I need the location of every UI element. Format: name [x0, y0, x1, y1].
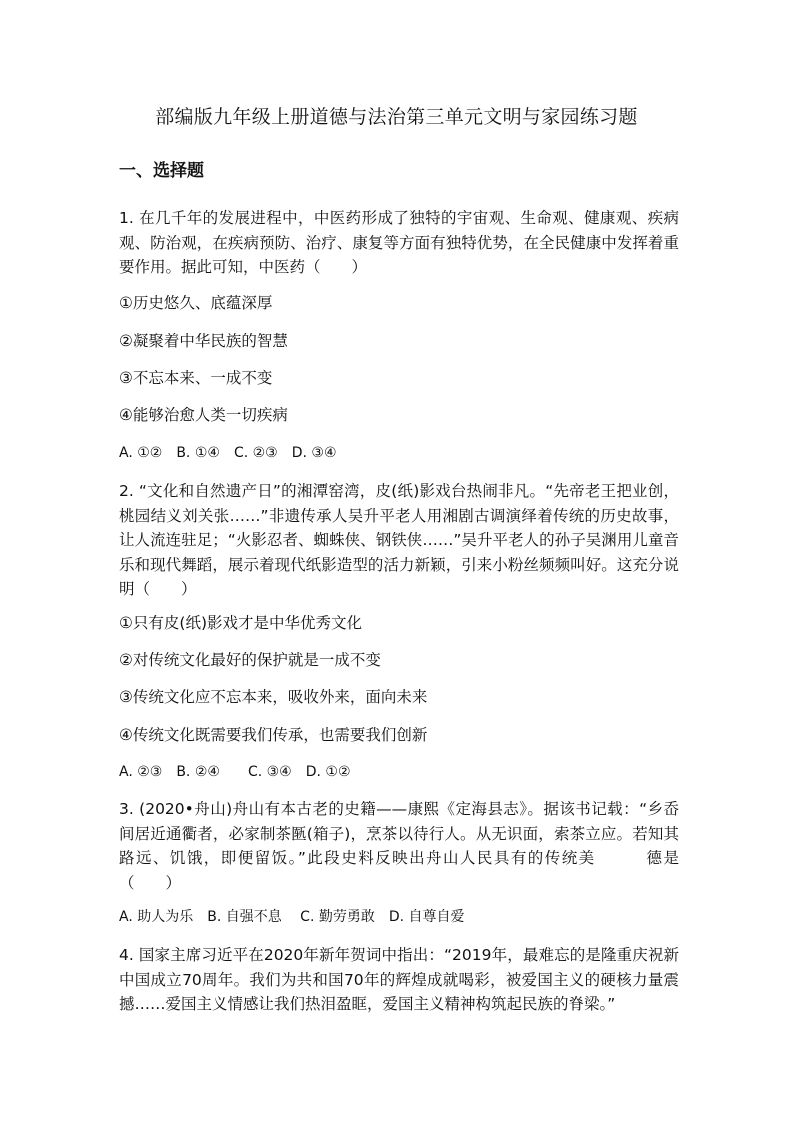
question-2-option-1: ①只有皮(纸)影戏才是中华优秀文化 [119, 614, 362, 632]
question-3-stem: 3. (2020•舟山)舟山有本古老的史籍——康熙《定海县志》。据该书记载：“乡岙间居近通衢者，必家制茶匦(箱子)，烹茶以待行人。从无识面，索茶立应。若知其路远、饥饿，即便留饭。”此段史料反映出舟山人民具有的传统美 德是（ ） [119, 800, 679, 892]
question-3-choices: A. 助人为乐 B. 自强不息 C. 勤劳勇敢 D. 自尊自爱 [119, 909, 465, 925]
question-1-stem: 1. 在几千年的发展进程中，中医药形成了独特的宇宙观、生命观、健康观、疾病观、防治观，在疾病预防、治疗、康复等方面有独特优势，在全民健康中发挥着重要作用。据此可知，中医药（ ） [119, 209, 679, 276]
question-1-option-2: ②凝聚着中华民族的智慧 [119, 332, 288, 350]
question-1-option-1: ①历史悠久、底蕴深厚 [119, 294, 273, 312]
document-title: 部编版九年级上册道德与法治第三单元文明与家园练习题 [155, 106, 638, 128]
question-1-choices: A. ①② B. ①④ C. ②③ D. ③④ [119, 445, 337, 461]
section-heading: 一、选择题 [119, 161, 204, 181]
question-2-option-2: ②对传统文化最好的保护就是一成不变 [119, 651, 381, 669]
question-1-option-4: ④能够治愈人类一切疾病 [119, 406, 288, 424]
question-2-stem: 2. “文化和自然遗产日”的湘潭窑湾，皮(纸)影戏台热闹非凡。“先帝老王把业创，桃园结义刘关张……”非遗传承人吴升平老人用湘剧古调演绎着传统的历史故事，让人流连驻足；“火影忍者、蜘蛛侠、钢铁侠……”吴升平老人的孙子吴渊用儿童音乐和现代舞蹈，展示着现代纸影造型的活力新颖，引来小粉丝频频叫好。这充分说明（ ） [119, 482, 679, 598]
question-2-choices: A. ②③ B. ②④ C. ③④ D. ①② [119, 764, 351, 780]
question-4-stem: 4. 国家主席习近平在2020年新年贺词中指出：“2019年，最难忘的是隆重庆祝新中国成立70周年。我们为共和国70年的辉煌成就喝彩，被爱国主义的硬核力量震撼……爱国主义情感让我们热泪盈眶，爱国主义精神构筑起民族的脊梁。” [119, 946, 679, 1013]
question-1-option-3: ③不忘本来、一成不变 [119, 369, 273, 387]
question-2-option-3: ③传统文化应不忘本来，吸收外来，面向未来 [119, 688, 428, 706]
question-2-option-4: ④传统文化既需要我们传承，也需要我们创新 [119, 726, 428, 744]
